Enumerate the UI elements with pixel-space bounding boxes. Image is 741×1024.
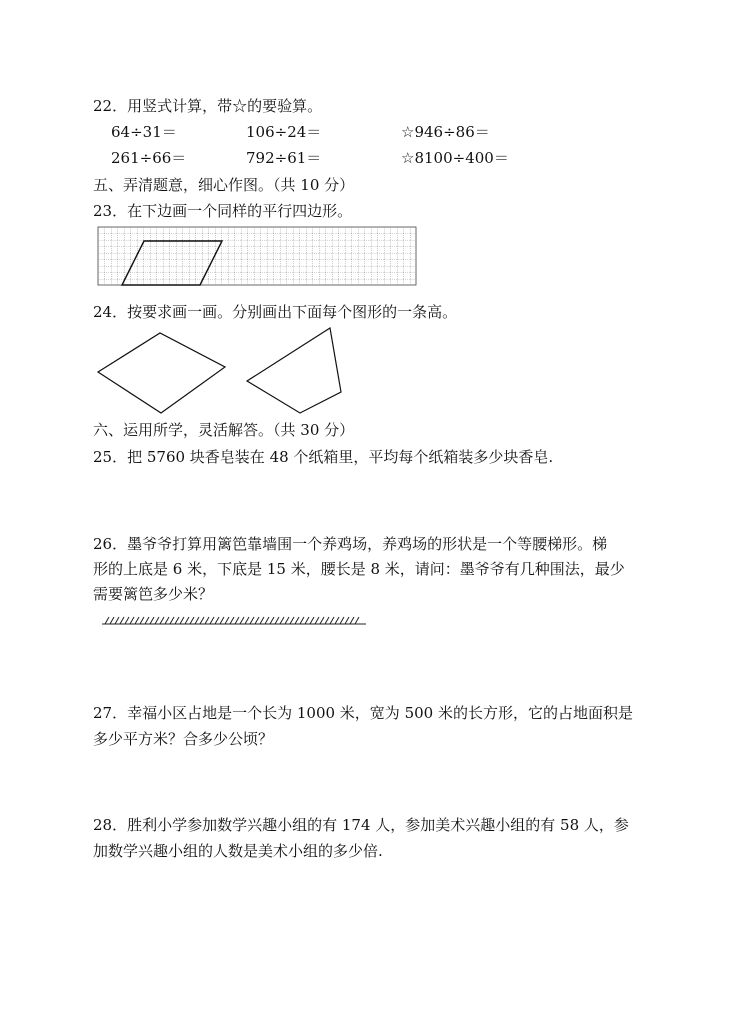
calc-problem: 261÷66＝ — [111, 149, 187, 167]
calc-problem: ☆8100÷400＝ — [401, 149, 509, 167]
calc-problem: 64÷31＝ — [111, 123, 177, 141]
rhombus-shape — [98, 333, 225, 413]
calc-problem: 792÷61＝ — [246, 149, 322, 167]
q24-title: 24．按要求画一画。分别画出下面每个图形的一条高。 — [93, 303, 458, 321]
q22-title: 22．用竖式计算，带☆的要验算。 — [93, 97, 323, 115]
section5-title: 五、弄清题意，细心作图。（共 10 分） — [93, 176, 355, 194]
q28-line1: 28．胜利小学参加数学兴趣小组的有 174 人，参加美术兴趣小组的有 58 人，参 — [93, 816, 629, 834]
q27-line2: 多少平方米？合多少公顷？ — [93, 730, 274, 748]
q26-line3: 需要篱笆多少米？ — [93, 585, 214, 603]
q25-title: 25．把 5760 块香皂装在 48 个纸箱里，平均每个纸箱装多少块香皂. — [93, 448, 554, 466]
dotted-grid — [98, 227, 416, 285]
quadrilateral-shape — [247, 328, 341, 413]
q28-line2: 加数学兴趣小组的人数是美术小组的多少倍. — [93, 842, 383, 860]
shapes-figure — [95, 328, 355, 418]
wall-hatching — [105, 617, 359, 624]
q27-line1: 27．幸福小区占地是一个长为 1000 米，宽为 500 米的长方形，它的占地面积是 — [93, 704, 633, 722]
calc-problem: 106÷24＝ — [246, 123, 322, 141]
section6-title: 六、运用所学，灵活解答。（共 30 分） — [93, 421, 355, 439]
wall-figure — [100, 614, 370, 628]
q23-title: 23．在下边画一个同样的平行四边形。 — [93, 202, 353, 220]
q26-line2: 形的上底是 6 米，下底是 15 米，腰长是 8 米，请问：墨爷爷有几种围法，最少 — [93, 560, 625, 578]
calc-problem: ☆946÷86＝ — [401, 123, 490, 141]
q26-line1: 26．墨爷爷打算用篱笆靠墙围一个养鸡场，养鸡场的形状是一个等腰梯形。梯 — [93, 535, 608, 553]
dotted-grid-figure — [98, 227, 418, 287]
